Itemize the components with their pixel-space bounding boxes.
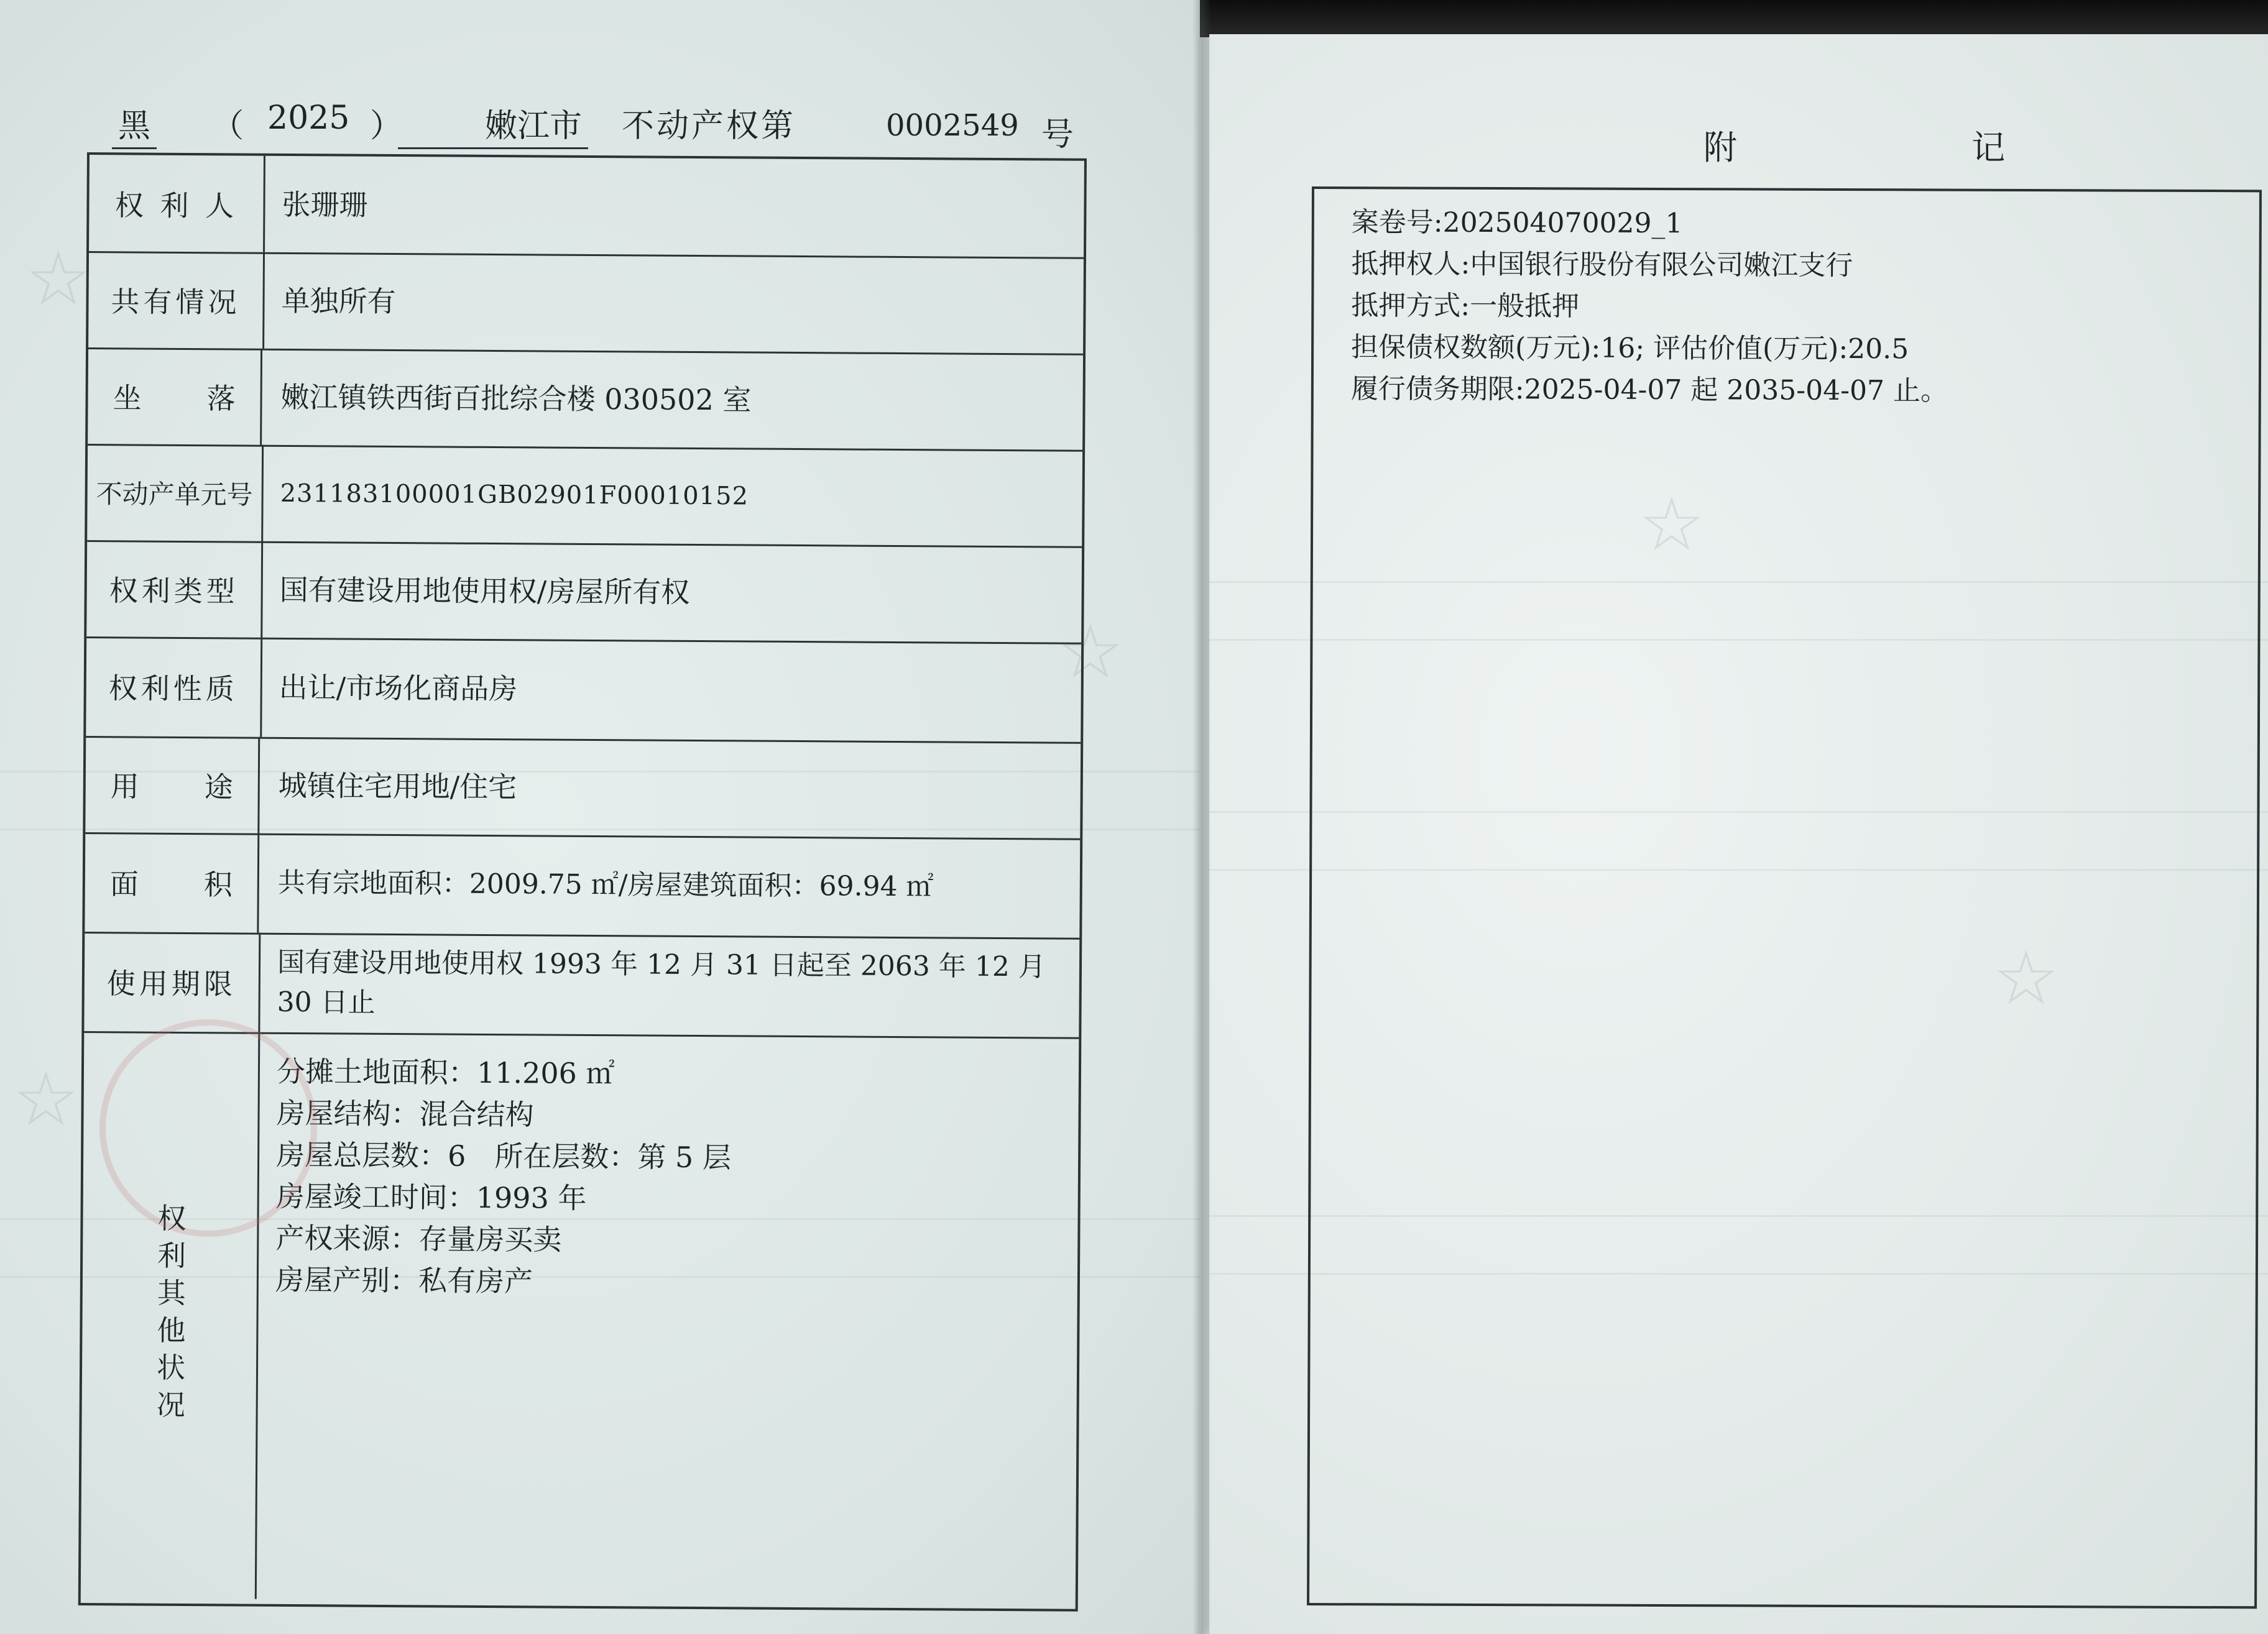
star-watermark-icon: ☆ — [25, 236, 92, 323]
other-status-list — [275, 1051, 732, 1303]
open-paren: （ — [211, 108, 244, 145]
list-item: 房屋结构：混合结构 — [276, 1096, 534, 1132]
certificate-number: 0002549 — [886, 108, 1019, 143]
star-watermark-icon: ☆ — [1057, 609, 1124, 695]
row-label — [88, 347, 262, 445]
row-label-part: 用 — [110, 769, 139, 804]
table-row — [85, 832, 1080, 940]
co-ownership-value: 单独所有 — [281, 283, 396, 318]
row-label: 共有情况 — [88, 251, 265, 349]
row-label — [85, 832, 259, 933]
table-row — [85, 736, 1081, 840]
table-row — [86, 636, 1081, 744]
table-row — [88, 251, 1084, 356]
rights-type-value: 国有建设用地使用权/房屋所有权 — [279, 572, 690, 609]
appendix-box — [1307, 186, 2262, 1609]
row-label: 使用期限 — [84, 932, 260, 1032]
property-info-table — [78, 152, 1087, 1612]
table-row — [86, 540, 1082, 645]
row-label — [85, 736, 260, 833]
doc-type: 不动产权第 — [622, 108, 796, 145]
row-label: 权利性质 — [86, 636, 262, 737]
unit-number-value: 231183100001GB02901F00010152 — [280, 479, 749, 511]
province-abbr: 黑 — [112, 99, 157, 149]
usage-value: 城镇住宅用地/住宅 — [278, 768, 517, 804]
appendix-line: 履行债务期限:2025-04-07 起 2035-04-07 止。 — [1350, 373, 1948, 407]
table-row — [89, 155, 1084, 259]
row-label-part: 面 — [109, 867, 139, 901]
row-label-part: 坐 — [113, 380, 142, 415]
city: 嫩江市 — [398, 99, 588, 149]
star-watermark-icon: ☆ — [1638, 482, 1705, 568]
area-value: 共有宗地面积：2009.75 ㎡/房屋建筑面积：69.94 ㎡ — [277, 866, 934, 903]
row-label: 不动产单元号 — [87, 444, 264, 541]
appendix-line: 抵押权人:中国银行股份有限公司嫩江支行 — [1351, 248, 1853, 282]
rights-holder-value: 张珊珊 — [282, 187, 368, 222]
appendix-notes — [1351, 201, 1948, 411]
book-gutter — [1192, 0, 1211, 1634]
row-label-part: 积 — [203, 868, 233, 902]
appendix-line: 担保债权数额(万元):16; 评估价值(万元):20.5 — [1351, 331, 1909, 365]
star-watermark-icon: ☆ — [12, 1057, 80, 1143]
other-status-label: 权利其他状况 — [152, 1203, 187, 1428]
close-paren: ） — [370, 108, 403, 145]
row-label-part: 落 — [206, 381, 236, 415]
top-shadow — [1200, 0, 2268, 37]
list-item: 产权来源：存量房买卖 — [275, 1221, 562, 1257]
year: 2025 — [267, 99, 350, 137]
location-value: 嫩江镇铁西街百批综合楼 030502 室 — [280, 380, 752, 417]
table-row — [87, 444, 1082, 548]
star-watermark-icon: ☆ — [1993, 935, 2060, 1022]
appendix-line: 案卷号:202504070029_1 — [1351, 206, 1683, 240]
appendix-title: 附 记 — [1703, 128, 2118, 167]
rights-nature-value: 出让/市场化商品房 — [279, 670, 518, 706]
table-row — [88, 347, 1083, 452]
list-item: 房屋产别：私有房产 — [275, 1262, 533, 1298]
appendix-line: 抵押方式:一般抵押 — [1351, 290, 1580, 323]
certificate-number-line — [93, 93, 1100, 155]
list-item: 房屋总层数：6 所在层数：第 5 层 — [275, 1137, 732, 1175]
row-label: 权 利 人 — [89, 155, 265, 252]
number-suffix: 号 — [1041, 116, 1074, 154]
row-label-part: 途 — [204, 769, 233, 804]
faded-seal-stamp — [99, 1019, 317, 1237]
term-value: 国有建设用地使用权 1993 年 12 月 31 日起至 2063 年 12 月 30 日止 — [277, 946, 1046, 1019]
row-label: 权利类型 — [86, 540, 263, 638]
list-item: 房屋竣工时间：1993 年 — [275, 1179, 587, 1215]
list-item: 分摊土地面积：11.206 ㎡ — [276, 1054, 615, 1091]
